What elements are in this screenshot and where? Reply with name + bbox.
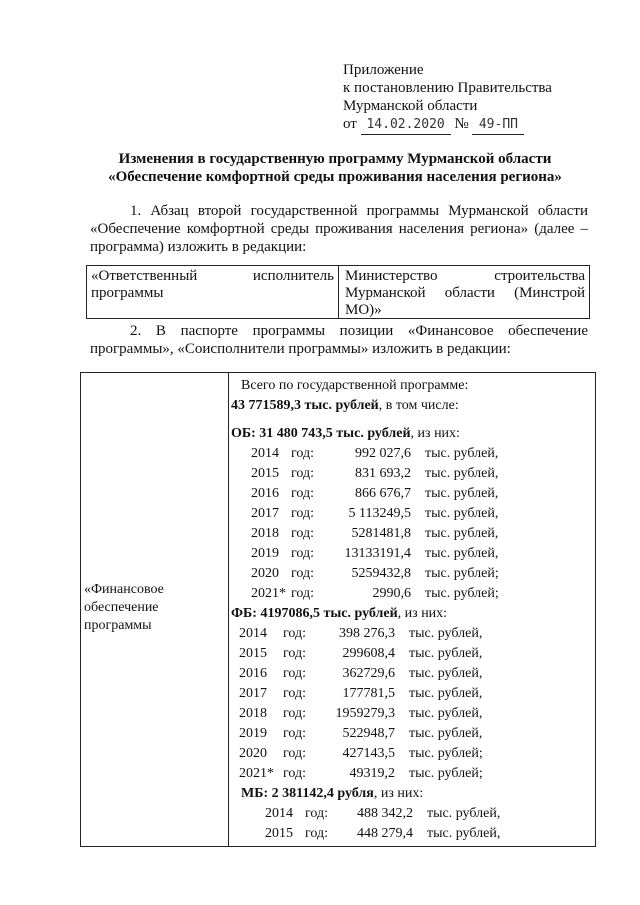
ob-year-row: [231, 584, 591, 604]
value-cell: 5281481,8: [351, 526, 411, 541]
financing-label-cell: «Финансовое обеспечение программы: [84, 582, 164, 633]
approval-resolution: к постановлению Правительства: [343, 80, 552, 96]
unit-cell: тыс. рублей,: [409, 686, 483, 701]
ob-year-row: [231, 544, 591, 564]
executor-label-cell: «Ответственный исполнитель программы: [87, 266, 339, 318]
fb-year-row: [231, 664, 591, 684]
approval-number: 49-ПП: [472, 116, 524, 135]
total-amount: 43 771589,3 тыс. рублей: [231, 398, 379, 413]
executor-value-cell: Министерство строительства Мурманской области (Минстрой МО)»: [345, 268, 585, 318]
year-cell: 2015: [251, 466, 279, 481]
value-cell: 522948,7: [342, 726, 395, 741]
fb-amount: ФБ: 4197086,5 тыс. рублей: [231, 606, 398, 621]
year-cell: 2014: [239, 626, 267, 641]
ob-year-row: [231, 524, 591, 544]
value-cell: 992 027,6: [355, 446, 411, 461]
total-amount-line: [231, 396, 591, 416]
unit-cell: тыс. рублей,: [427, 826, 501, 841]
ob-year-row: [231, 484, 591, 504]
title-line-1: Изменения в государственную программу Мурманской области: [118, 151, 552, 167]
unit-cell: тыс. рублей,: [409, 706, 483, 721]
god-cell: год:: [283, 666, 307, 681]
mb-year-row: [231, 824, 591, 844]
unit-cell: тыс. рублей,: [409, 626, 483, 641]
mb-tail: , из них:: [373, 786, 424, 801]
god-cell: год:: [283, 626, 307, 641]
god-cell: год:: [291, 466, 315, 481]
value-cell: 49319,2: [349, 766, 395, 781]
year-cell: 2015: [239, 646, 267, 661]
god-cell: год:: [291, 526, 315, 541]
unit-cell: тыс. рублей,: [425, 466, 499, 481]
unit-cell: тыс. рублей;: [409, 746, 483, 761]
value-cell: 398 276,3: [339, 626, 395, 641]
god-cell: год:: [283, 746, 307, 761]
financing-details: [231, 376, 591, 844]
year-cell: 2014: [251, 446, 279, 461]
fb-year-row: [231, 744, 591, 764]
mb-heading-line: [231, 784, 591, 804]
value-cell: 488 342,2: [357, 806, 413, 821]
value-cell: 362729,6: [342, 666, 395, 681]
value-cell: 831 693,2: [355, 466, 411, 481]
year-cell: 2016: [251, 486, 279, 501]
year-cell: 2021*: [251, 586, 286, 601]
god-cell: год:: [283, 706, 307, 721]
god-cell: год:: [283, 766, 307, 781]
fb-year-row: [231, 724, 591, 744]
total-heading: Всего по государственной программе:: [241, 378, 469, 393]
unit-cell: тыс. рублей;: [425, 566, 499, 581]
year-cell: 2017: [239, 686, 267, 701]
year-cell: 2019: [251, 546, 279, 561]
fb-year-row: [231, 684, 591, 704]
approval-date: 14.02.2020: [361, 116, 451, 135]
ob-tail: , из них:: [410, 426, 460, 441]
year-cell: 2017: [251, 506, 279, 521]
god-cell: год:: [291, 566, 315, 581]
value-cell: 299608,4: [342, 646, 395, 661]
year-cell: 2020: [251, 566, 279, 581]
unit-cell: тыс. рублей,: [427, 806, 501, 821]
ob-year-list: [231, 444, 591, 604]
document-title: [60, 150, 610, 186]
year-cell: 2015: [265, 826, 293, 841]
value-cell: 13133191,4: [344, 546, 411, 561]
from-label: от: [343, 116, 357, 132]
value-cell: 427143,5: [342, 746, 395, 761]
unit-cell: тыс. рублей,: [425, 486, 499, 501]
ob-heading-line: [231, 424, 591, 444]
unit-cell: тыс. рублей,: [409, 726, 483, 741]
title-line-2: «Обеспечение комфортной среды проживания населения региона»: [108, 169, 562, 185]
fb-heading-line: [231, 604, 591, 624]
approval-block: [343, 61, 552, 135]
year-cell: 2021*: [239, 766, 274, 781]
year-cell: 2014: [265, 806, 293, 821]
value-cell: 1959279,3: [335, 706, 395, 721]
value-cell: 5259432,8: [351, 566, 411, 581]
god-cell: год:: [291, 486, 315, 501]
fb-year-row: [231, 644, 591, 664]
fb-year-row: [231, 764, 591, 784]
mb-year-list: [231, 804, 591, 844]
ob-year-row: [231, 444, 591, 464]
god-cell: год:: [291, 506, 315, 521]
god-cell: год:: [283, 646, 307, 661]
year-cell: 2019: [239, 726, 267, 741]
year-cell: 2018: [251, 526, 279, 541]
god-cell: год:: [291, 446, 315, 461]
unit-cell: тыс. рублей;: [425, 586, 499, 601]
ob-year-row: [231, 504, 591, 524]
responsible-executor-table: [86, 265, 590, 319]
paragraph-2: 2. В паспорте программы позиции «Финансовое обеспечение программы», «Соисполнители программы» изложить в редакции:: [90, 323, 588, 357]
ob-year-row: [231, 564, 591, 584]
unit-cell: тыс. рублей,: [409, 646, 483, 661]
god-cell: год:: [305, 826, 329, 841]
god-cell: год:: [305, 806, 329, 821]
value-cell: 448 279,4: [357, 826, 413, 841]
number-sign: №: [454, 116, 469, 132]
god-cell: год:: [283, 686, 307, 701]
unit-cell: тыс. рублей;: [409, 766, 483, 781]
year-cell: 2016: [239, 666, 267, 681]
fb-year-row: [231, 704, 591, 724]
mb-amount: МБ: 2 381142,4 рубля: [241, 786, 374, 801]
value-cell: 2990,6: [372, 586, 411, 601]
god-cell: год:: [291, 546, 315, 561]
unit-cell: тыс. рублей,: [425, 546, 499, 561]
unit-cell: тыс. рублей,: [409, 666, 483, 681]
god-cell: год:: [283, 726, 307, 741]
god-cell: год:: [291, 586, 315, 601]
mb-year-row: [231, 804, 591, 824]
ob-amount: ОБ: 31 480 743,5 тыс. рублей: [231, 426, 411, 441]
year-cell: 2018: [239, 706, 267, 721]
paragraph-1: 1. Абзац второй государственной программы Мурманской области «Обеспечение комфортной среды проживания населения региона» (далее – программа) изложить в редакции:: [90, 203, 588, 255]
fb-year-row: [231, 624, 591, 644]
unit-cell: тыс. рублей,: [425, 506, 499, 521]
approval-region: Мурманской области: [343, 98, 478, 114]
value-cell: 177781,5: [342, 686, 395, 701]
unit-cell: тыс. рублей,: [425, 446, 499, 461]
value-cell: 5 113249,5: [348, 506, 411, 521]
fb-tail: , из них:: [397, 606, 448, 621]
table-column-divider: [228, 373, 229, 846]
value-cell: 866 676,7: [355, 486, 411, 501]
unit-cell: тыс. рублей,: [425, 526, 499, 541]
year-cell: 2020: [239, 746, 267, 761]
approval-date-line: [343, 115, 552, 135]
total-tail: , в том числе:: [378, 398, 459, 413]
ob-year-row: [231, 464, 591, 484]
approval-title: Приложение: [343, 62, 424, 78]
fb-year-list: [231, 624, 591, 784]
